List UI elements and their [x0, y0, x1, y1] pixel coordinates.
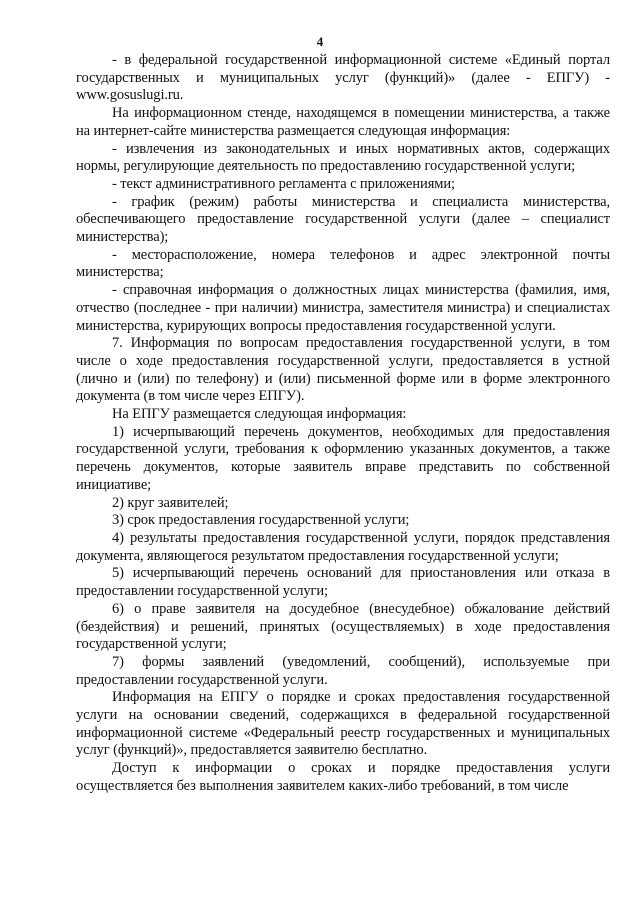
paragraph: 1) исчерпывающий перечень документов, необходимых для предоставления государственной услуги, требования к оформлению указанных документов, а также перечень документов, которые заявитель вправе представить по собственной инициативе;: [76, 423, 610, 493]
paragraph: - график (режим) работы министерства и специалиста министерства, обеспечивающего предоставление государственной услуги (далее – специалист министерства);: [76, 193, 610, 246]
paragraph: 7) формы заявлений (уведомлений, сообщений), используемые при предоставлении государственной услуги.: [76, 653, 610, 688]
paragraph: На ЕПГУ размещается следующая информация:: [112, 406, 407, 423]
paragraph: На информационном стенде, находящемся в помещении министерства, а также на интернет-сайте министерства размещается следующая информация:: [76, 105, 610, 139]
paragraph: 7. Информация по вопросам предоставления государственной услуги, в том числе о ходе предоставления государственной услуги, предоставляется в устной (лично и (или) по телефону) и (или) письменной форме или в форме электронного документа (в том числе через ЕПГУ).: [76, 335, 610, 405]
paragraph: - текст административного регламента с приложениями;: [112, 175, 455, 192]
paragraph: 4) результаты предоставления государственной услуги, порядок представления документа, являющегося результатом предоставления государственной услуги;: [76, 529, 610, 564]
paragraph: 2) круг заявителей;: [112, 494, 229, 511]
paragraph: - в федеральной государственной информационной системе «Единый портал государственных и муниципальных услуг (функций)» (далее - ЕПГУ) - www.gosuslugi.ru.: [76, 52, 610, 104]
paragraph: Информация на ЕПГУ о порядке и сроках предоставления государственной услуги на основании сведений, содержащихся в федеральной государственной информационной системе «Федеральный реестр государственных и муниципальных услуг (функций)», предоставляется заявителю бесплатно.: [76, 689, 610, 759]
paragraph: 6) о праве заявителя на досудебное (внесудебное) обжалование действий (бездействия) и решений, принятых (осуществляемых) в ходе предоставления государственной услуги;: [76, 600, 610, 653]
paragraph: 5) исчерпывающий перечень оснований для приостановления или отказа в предоставлении государственной услуги;: [76, 565, 610, 600]
page-number: 4: [316, 34, 324, 49]
paragraph: - месторасположение, номера телефонов и адрес электронной почты министерства;: [76, 246, 610, 281]
document-body: [76, 52, 610, 796]
paragraph: - извлечения из законодательных и иных нормативных актов, содержащих нормы, регулирующие деятельность по предоставлению государственной услуги;: [76, 140, 610, 175]
paragraph: - справочная информация о должностных лицах министерства (фамилия, имя, отчество (последнее - при наличии) министра, заместителя министра) и специалистах министерства, курирующих вопросы предоставления государственной услуги.: [76, 282, 610, 334]
paragraph: 3) срок предоставления государственной услуги;: [112, 512, 410, 529]
paragraph: Доступ к информации о сроках и порядке предоставления услуги осуществляется без выполнения заявителем каких-либо требований, в том числе: [76, 760, 610, 794]
